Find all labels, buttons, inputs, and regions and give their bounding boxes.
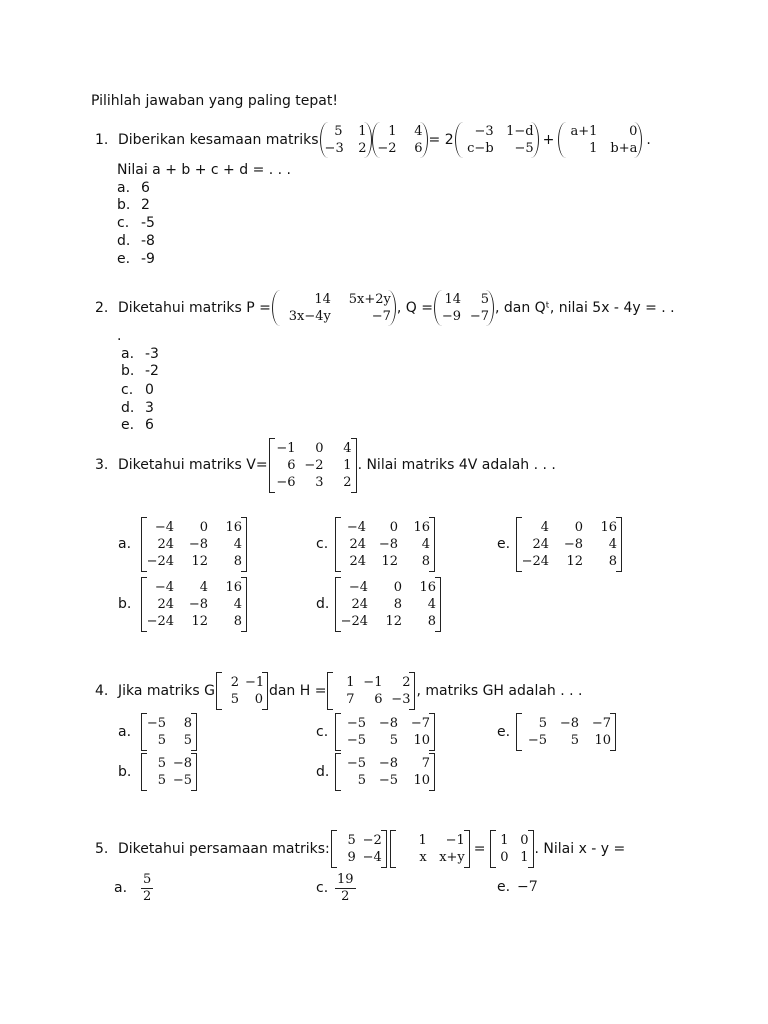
question-1-option-a[interactable] [117, 179, 150, 197]
matrix-cell: −8 [172, 756, 192, 771]
question-1-option-e[interactable] [117, 250, 155, 268]
matrix-row [439, 291, 489, 308]
option-value: 3 [145, 400, 154, 416]
matrix-row [332, 674, 410, 691]
matrix-row [274, 474, 352, 491]
matrix-cell: 5 [334, 124, 343, 139]
option-value: 6 [145, 417, 154, 433]
matrix-row [340, 519, 430, 536]
question-3-text: Diketahui matriks V= [118, 457, 268, 473]
option-matrix [335, 517, 435, 572]
matrix-cell: 24 [349, 536, 366, 552]
option-value: 0 [145, 382, 154, 398]
question-5-matrix-2 [390, 830, 470, 868]
option-label: e. [117, 251, 131, 267]
matrix-cell: 1 [343, 457, 352, 473]
matrix-cell: 5 [157, 756, 166, 771]
matrix-cell: 8 [427, 613, 436, 629]
matrix-cell: 5 [347, 833, 356, 848]
matrix-row [325, 123, 367, 140]
question-5-matrix-3 [490, 830, 534, 868]
question-4-mid: dan H = [268, 683, 327, 699]
question-2-matrix-q [434, 290, 494, 326]
matrix-cell: 16 [600, 519, 617, 535]
matrix-cell: −5 [514, 141, 534, 156]
matrix-cell: −5 [346, 733, 366, 748]
matrix-cell: −4 [362, 850, 382, 865]
option-label: e. [121, 417, 135, 433]
option-matrix [141, 713, 197, 751]
matrix-row [495, 832, 529, 849]
matrix-cell: −8 [378, 756, 398, 771]
option-label: c. [316, 724, 329, 740]
matrix-cell: −3 [474, 124, 494, 139]
matrix-cell: 10 [413, 733, 430, 748]
matrix-cell: −8 [559, 716, 579, 731]
matrix-cell: 4 [608, 536, 617, 552]
matrix-cell: 12 [381, 553, 398, 569]
question-4-matrix-h [327, 672, 415, 710]
matrix-row [340, 732, 430, 749]
matrix-cell: −24 [146, 553, 174, 569]
matrix-cell: −24 [521, 553, 549, 569]
matrix-cell: 0 [389, 519, 398, 535]
question-1-option-d[interactable] [117, 232, 155, 250]
option-label: d. [316, 764, 330, 780]
matrix-cell: 5 [183, 733, 192, 748]
matrix-cell: −1 [363, 675, 383, 690]
matrix-cell: −1 [244, 675, 265, 690]
matrix-row [377, 140, 423, 157]
matrix-cell: 0 [393, 579, 402, 595]
option-value: 2 [141, 197, 150, 213]
question-1-matrix-3 [455, 122, 539, 158]
matrix-cell: −5 [378, 773, 398, 788]
matrix-cell: −24 [340, 613, 368, 629]
question-3-end: . Nilai matriks 4V adalah . . . [357, 457, 556, 473]
matrix-cell: −7 [371, 309, 391, 324]
matrix-cell: −8 [378, 536, 398, 552]
matrix-cell: 5 [357, 773, 366, 788]
matrix-cell: −8 [563, 536, 583, 552]
matrix-cell: b+a [610, 141, 638, 156]
question-5-text: Diketahui persamaan matriks: [118, 841, 330, 857]
fraction-denominator: 2 [143, 888, 152, 904]
question-2-mid: , Q = [396, 300, 433, 316]
matrix-cell: 8 [183, 716, 192, 731]
matrix-cell: 5 [389, 733, 398, 748]
matrix-cell: 14 [314, 292, 331, 307]
matrix-cell: a+1 [570, 124, 598, 139]
option-value: 6 [141, 180, 150, 196]
question-3-matrix-v [269, 438, 357, 493]
matrix-cell: 6 [287, 457, 296, 473]
matrix-cell: −5 [346, 716, 366, 731]
matrix-cell: −4 [348, 579, 368, 595]
matrix-cell: 12 [566, 553, 583, 569]
matrix-row [146, 755, 192, 772]
option-label: e. [497, 879, 511, 895]
matrix-cell: −5 [527, 733, 547, 748]
matrix-cell: 12 [385, 613, 402, 629]
matrix-cell: 1 [500, 833, 509, 848]
matrix-row [340, 579, 436, 596]
option-value: −7 [517, 879, 538, 895]
matrix-cell: 24 [157, 596, 174, 612]
matrix-cell: 0 [254, 692, 263, 707]
matrix-cell: 8 [608, 553, 617, 569]
matrix-row [340, 596, 436, 613]
option-label: b. [118, 764, 132, 780]
question-1-end: . [646, 132, 651, 148]
matrix-cell: 12 [191, 613, 208, 629]
matrix-cell: 8 [421, 553, 430, 569]
matrix-cell: 4 [233, 596, 242, 612]
matrix-cell: −1 [445, 833, 465, 848]
matrix-cell: 2 [230, 675, 239, 690]
matrix-row [340, 755, 430, 772]
fraction-denominator: 2 [341, 888, 350, 904]
matrix-cell: 6 [414, 141, 423, 156]
matrix-row [377, 123, 423, 140]
option-value: -8 [141, 233, 155, 249]
option-label: a. [118, 536, 132, 552]
matrix-row [521, 715, 611, 732]
question-2-text: Diketahui matriks P = [118, 300, 271, 316]
matrix-row [325, 140, 367, 157]
matrix-cell: 1 [520, 850, 529, 865]
matrix-cell: 5 [157, 733, 166, 748]
option-fraction [335, 872, 356, 905]
matrix-cell: −1 [276, 440, 296, 456]
matrix-cell: 5 [230, 692, 239, 707]
matrix-cell: 3 [315, 474, 324, 490]
matrix-cell: 2 [402, 675, 411, 690]
matrix-cell: 14 [444, 292, 461, 307]
option-label: c. [117, 215, 130, 231]
matrix-cell: 5 [480, 292, 489, 307]
matrix-cell: 4 [421, 536, 430, 552]
matrix-row [274, 457, 352, 474]
matrix-cell: 24 [157, 536, 174, 552]
option-label: b. [117, 197, 131, 213]
question-1-line-2: Nilai a + b + c + d = . . . [117, 162, 291, 178]
question-1-option-b[interactable] [117, 196, 150, 214]
question-5-matrix-1 [331, 830, 387, 868]
matrix-cell: x [419, 850, 427, 865]
question-3-number: 3. [95, 457, 109, 473]
matrix-cell: 4 [427, 596, 436, 612]
matrix-row [146, 772, 192, 789]
matrix-row [563, 123, 637, 140]
question-4-text: Jika matriks G [118, 683, 215, 699]
matrix-cell: c−b [467, 141, 494, 156]
question-2-continuation: . [117, 328, 122, 344]
matrix-row [460, 140, 534, 157]
matrix-cell: 4 [540, 519, 549, 535]
option-fraction [141, 872, 153, 905]
option-label: a. [114, 880, 128, 896]
question-2-option-e[interactable] [121, 416, 154, 434]
matrix-cell: 24 [532, 536, 549, 552]
question-1-matrix-2 [372, 122, 428, 158]
option-matrix [335, 577, 441, 632]
option-value: -9 [141, 251, 155, 267]
matrix-cell: 4 [343, 440, 352, 456]
matrix-cell: 0 [315, 440, 324, 456]
question-2-option-a[interactable] [121, 345, 159, 363]
matrix-row [495, 849, 529, 866]
matrix-row [340, 536, 430, 553]
matrix-row [395, 832, 465, 849]
matrix-cell: 1 [388, 124, 397, 139]
option-label: c. [121, 382, 134, 398]
matrix-row [146, 553, 242, 570]
option-label: a. [118, 724, 132, 740]
matrix-cell: −7 [591, 716, 611, 731]
matrix-row [340, 772, 430, 789]
matrix-cell: 1 [589, 141, 598, 156]
matrix-cell: 16 [225, 579, 242, 595]
matrix-row [274, 440, 352, 457]
matrix-cell: 8 [233, 613, 242, 629]
matrix-cell: 1 [358, 124, 367, 139]
instruction-text: Pilihlah jawaban yang paling tepat! [91, 93, 338, 109]
matrix-cell: −4 [154, 519, 174, 535]
matrix-cell: −4 [154, 579, 174, 595]
matrix-cell: −5 [146, 716, 166, 731]
matrix-row [221, 674, 263, 691]
question-1-text: Diberikan kesamaan matriks [118, 132, 319, 148]
fraction-numerator: 5 [143, 871, 152, 887]
matrix-cell: −5 [346, 756, 366, 771]
matrix-cell: −8 [188, 596, 208, 612]
matrix-cell: 1 [346, 675, 355, 690]
question-2-option-c[interactable] [121, 381, 154, 399]
matrix-cell: 12 [191, 553, 208, 569]
matrix-cell: 7 [346, 692, 355, 707]
matrix-cell: −24 [146, 613, 174, 629]
matrix-cell: −5 [172, 773, 192, 788]
option-label: a. [117, 180, 131, 196]
matrix-row [340, 715, 430, 732]
matrix-cell: 5 [538, 716, 547, 731]
matrix-row [395, 849, 465, 866]
matrix-row [277, 291, 391, 308]
matrix-cell: −7 [469, 309, 489, 324]
option-label: b. [121, 363, 135, 379]
matrix-row [146, 536, 242, 553]
matrix-cell: 0 [199, 519, 208, 535]
question-2-number: 2. [95, 300, 109, 316]
matrix-cell: 0 [574, 519, 583, 535]
matrix-cell: 24 [351, 596, 368, 612]
matrix-cell: 10 [594, 733, 611, 748]
matrix-cell: 4 [199, 579, 208, 595]
option-label: c. [316, 536, 329, 552]
question-2-matrix-p [272, 290, 396, 326]
fraction-numerator: 19 [337, 871, 354, 887]
matrix-row [277, 308, 391, 325]
question-1-equals: = 2 [428, 132, 454, 148]
matrix-cell: −4 [346, 519, 366, 535]
option-label: e. [497, 536, 511, 552]
matrix-cell: 8 [393, 596, 402, 612]
matrix-cell: 24 [349, 553, 366, 569]
matrix-row [146, 715, 192, 732]
matrix-cell: 0 [629, 124, 638, 139]
question-4-end: , matriks GH adalah . . . [416, 683, 583, 699]
matrix-row [146, 596, 242, 613]
matrix-cell: −3 [391, 692, 411, 707]
option-label: d. [117, 233, 131, 249]
question-5-equals: = [473, 841, 486, 857]
question-1-option-c[interactable] [117, 214, 155, 232]
option-value: -2 [145, 363, 159, 379]
question-4-number: 4. [95, 683, 109, 699]
matrix-cell: 4 [233, 536, 242, 552]
option-matrix [141, 577, 247, 632]
option-label: b. [118, 596, 132, 612]
matrix-cell: −3 [324, 141, 344, 156]
matrix-row [340, 613, 436, 630]
option-matrix [335, 753, 435, 791]
matrix-row [332, 691, 410, 708]
option-value: -5 [141, 215, 155, 231]
matrix-row [460, 123, 534, 140]
matrix-cell: 16 [225, 519, 242, 535]
matrix-row [521, 553, 617, 570]
matrix-cell: −2 [304, 457, 324, 473]
matrix-cell: −8 [188, 536, 208, 552]
matrix-cell: 5x+2y [348, 292, 391, 307]
matrix-cell: −2 [377, 141, 397, 156]
question-2-end: , dan Qᵗ, nilai 5x - 4y = . . [494, 300, 675, 316]
matrix-row [340, 553, 430, 570]
matrix-row [563, 140, 637, 157]
matrix-row [221, 691, 263, 708]
matrix-row [146, 613, 242, 630]
question-2-option-d[interactable] [121, 399, 154, 417]
option-value: -3 [145, 346, 159, 362]
option-label: a. [121, 346, 135, 362]
matrix-row [146, 579, 242, 596]
option-matrix [141, 753, 197, 791]
option-label: d. [121, 400, 135, 416]
question-5-end: . Nilai x - y = [534, 841, 626, 857]
matrix-cell: 16 [413, 519, 430, 535]
matrix-row [336, 849, 382, 866]
matrix-cell: −8 [378, 716, 398, 731]
matrix-row [521, 536, 617, 553]
matrix-cell: x+y [439, 850, 465, 865]
matrix-cell: 1−d [506, 124, 534, 139]
matrix-cell: 6 [374, 692, 383, 707]
matrix-cell: 0 [500, 850, 509, 865]
matrix-cell: 10 [413, 773, 430, 788]
matrix-cell: 16 [419, 579, 436, 595]
matrix-cell: 2 [343, 474, 352, 490]
matrix-row [336, 832, 382, 849]
matrix-cell: 1 [418, 833, 427, 848]
matrix-cell: 0 [520, 833, 529, 848]
matrix-cell: 5 [570, 733, 579, 748]
matrix-row [439, 308, 489, 325]
matrix-row [146, 732, 192, 749]
matrix-cell: 4 [414, 124, 423, 139]
matrix-row [146, 519, 242, 536]
question-2-option-b[interactable] [121, 362, 159, 380]
option-matrix [335, 713, 435, 751]
matrix-row [521, 732, 611, 749]
question-1-matrix-4 [558, 122, 642, 158]
option-matrix [516, 517, 622, 572]
option-matrix [516, 713, 616, 751]
question-1-number: 1. [95, 132, 109, 148]
matrix-row [521, 519, 617, 536]
matrix-cell: −6 [276, 474, 296, 490]
question-1-matrix-1 [320, 122, 372, 158]
matrix-cell: −2 [362, 833, 382, 848]
matrix-cell: 9 [347, 850, 356, 865]
matrix-cell: 3x−4y [288, 309, 331, 324]
question-1-plus: + [542, 132, 555, 148]
question-4-matrix-g [216, 672, 268, 710]
option-matrix [141, 517, 247, 572]
matrix-cell: 8 [233, 553, 242, 569]
matrix-cell: 7 [421, 756, 430, 771]
option-label: c. [316, 880, 329, 896]
matrix-cell: −7 [410, 716, 430, 731]
matrix-cell: 5 [157, 773, 166, 788]
matrix-cell: −9 [441, 309, 461, 324]
matrix-cell: 2 [358, 141, 367, 156]
option-label: e. [497, 724, 511, 740]
option-label: d. [316, 596, 330, 612]
question-5-number: 5. [95, 841, 109, 857]
